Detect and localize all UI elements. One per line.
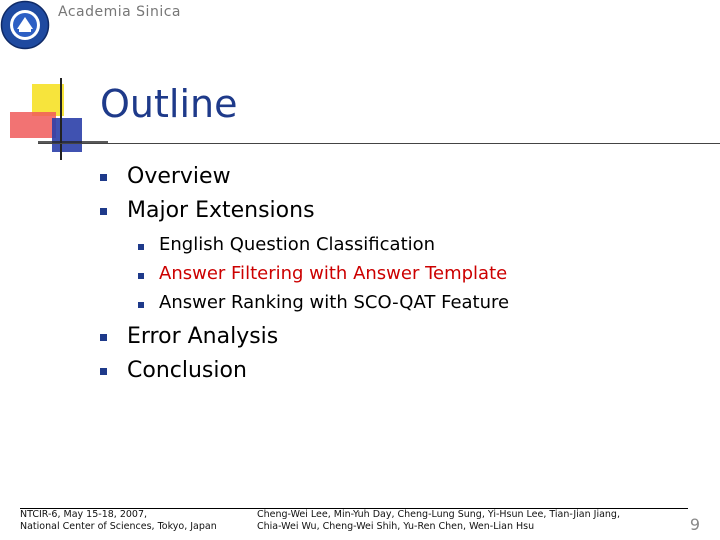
footer-venue-line1: NTCIR-6, May 15-18, 2007, [20, 509, 148, 520]
footer-venue-line2: National Center of Sciences, Tokyo, Japan [20, 521, 217, 532]
square-bullet-icon [138, 273, 144, 279]
square-bullet-icon [100, 334, 107, 341]
footer-authors [257, 509, 620, 533]
decorative-squares-graphic [8, 78, 108, 168]
footer-authors-line2: Chia-Wei Wu, Cheng-Wei Shih, Yu-Ren Chen, Wen-Lian Hsu [257, 521, 535, 532]
square-bullet-icon [100, 208, 107, 215]
square-bullet-icon [100, 368, 107, 375]
organization-name: Academia Sinica [58, 4, 181, 20]
square-bullet-icon [100, 174, 107, 181]
footer-authors-line1: Cheng-Wei Lee, Min-Yuh Day, Cheng-Lung Sung, Yi-Hsun Lee, Tian-Jian Jiang, [257, 509, 620, 520]
footer-venue [20, 509, 217, 533]
slide-title: Outline [100, 82, 238, 126]
academia-sinica-logo [0, 0, 50, 50]
title-divider [38, 143, 720, 144]
square-bullet-icon [138, 244, 144, 250]
square-bullet-icon [138, 302, 144, 308]
page-number: 9 [689, 515, 700, 534]
